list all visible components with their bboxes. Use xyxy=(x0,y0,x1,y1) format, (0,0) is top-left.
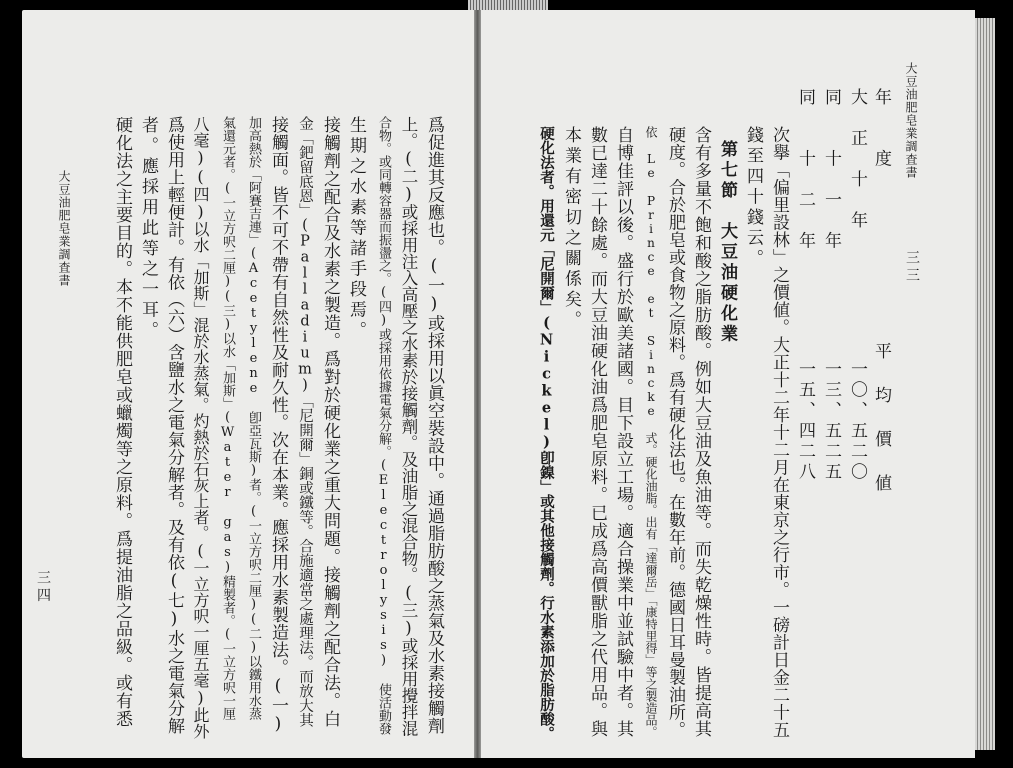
text-line: 氣還元者。(一立方呎二厘)(三)以水「加斯」(Water gas)精製者。(一立方呎一厘 xyxy=(220,116,235,720)
section-heading: 第七節 大豆油硬化業 xyxy=(717,140,737,345)
table-row-price: 一五、四二八 xyxy=(795,360,815,483)
left-page xyxy=(22,10,474,758)
text-line: 上。(二)或採用注入高壓之水素於接觸劑。及油脂之混合物。(三)或採用攪拌混 xyxy=(399,116,418,737)
page-number: 三四 xyxy=(35,570,51,605)
text-line: 依 Le Prince et Sincke 式。硬化油脂。出有「達爾岳」「康特里得」等之製造品。 xyxy=(644,126,658,738)
text-line: 錢至四十錢云。 xyxy=(743,126,763,270)
text-line: 數已達二十餘處。而大豆油硬化油爲肥皂原料。已成爲高價獸脂之代用品。與 xyxy=(587,126,607,738)
table-row-year: 同 十 二 年 xyxy=(795,88,815,252)
text-line: 者。應採用此等之一耳。 xyxy=(138,116,158,342)
text-line: 八毫)(四)以水「加斯」混於水蒸氣。灼熱於石灰上者。(一立方呎一厘五毫)此外 xyxy=(191,116,210,739)
running-head: 大豆油肥皂業調査書 xyxy=(904,62,918,179)
text-line: 硬度。合於肥皂或食物之原料。爲有硬化法也。在數年前。德國日耳曼製油所。 xyxy=(665,126,685,739)
text-line: 爲促進其反應也。(一)或採用以眞空裝設中。通過脂肪酸之蒸氣及水素接觸劑 xyxy=(424,116,444,735)
text-line: 生期之水素等諸手段焉。 xyxy=(346,116,366,342)
table-header-year: 年 度 xyxy=(871,88,891,170)
text-line: 合物。或同轉容器而振盪之。(四)或採用依據電氣分解。(Electrolysis) 使活動發 xyxy=(376,116,391,735)
text-line: 自博佳評以後。盛行於歐美諸國。目下設立工場。適合操業中並試驗中者。其 xyxy=(613,126,633,738)
text-line: 次擧「偏里設林」之價値。大正十二年十二月在東京之行市。一磅計日金二十五 xyxy=(769,126,789,739)
page-edges xyxy=(975,18,995,750)
table-row-price: 一三、五二五 xyxy=(821,360,841,483)
page-number: 三三 xyxy=(904,250,920,285)
text-line: 金「鈀留底恩」(Palladium)「尼開爾」銅或鐵等。合施適當之處理法。而放大其 xyxy=(297,116,313,727)
table-header-price: 平 均 價 値 xyxy=(871,342,891,495)
text-line: 接觸劑之配合及水素之製造。爲對於硬化業之重大問題。接觸劑之配合法。白 xyxy=(320,116,340,728)
book-gutter xyxy=(474,10,481,758)
text-line: 加高熱於「阿賽吉連」(Acetylene 卽亞瓦斯)者。(一立方呎二厘)(二)以鐵用水蒸 xyxy=(246,116,261,720)
book-top-edge xyxy=(468,0,548,10)
text-line: 爲使用上輕便計。有依（六）含鹽水之電氣分解者。及有依(七)水之電氣分解 xyxy=(164,116,184,735)
right-page xyxy=(481,10,975,758)
running-head: 大豆油肥皂業調査書 xyxy=(57,170,71,287)
table-row-year: 大 正 十 年 xyxy=(847,88,867,232)
table-row-year: 同 十 一 年 xyxy=(821,88,841,252)
text-line: 接觸面。皆不可不帶有自然性及耐久性。次在本業。應採用水素製造法。(一) xyxy=(268,116,288,735)
table-row-price: 一〇、五二〇 xyxy=(847,360,867,483)
text-line: 硬化法者。用還元「尼開爾」(Nickel)卽鎳」或其他接觸劑。行水素添加於脂肪酸。 xyxy=(538,126,555,741)
text-line: 本業有密切之關係矣。 xyxy=(561,126,581,331)
text-line: 硬化法之主要目的。本不能供肥皂或蠟燭等之原料。爲提油脂之品級。或有悉 xyxy=(112,116,132,728)
text-line: 含有多量不飽和酸之脂肪酸。例如大豆油及魚油等。而失乾燥性時。皆提高其 xyxy=(691,126,711,738)
